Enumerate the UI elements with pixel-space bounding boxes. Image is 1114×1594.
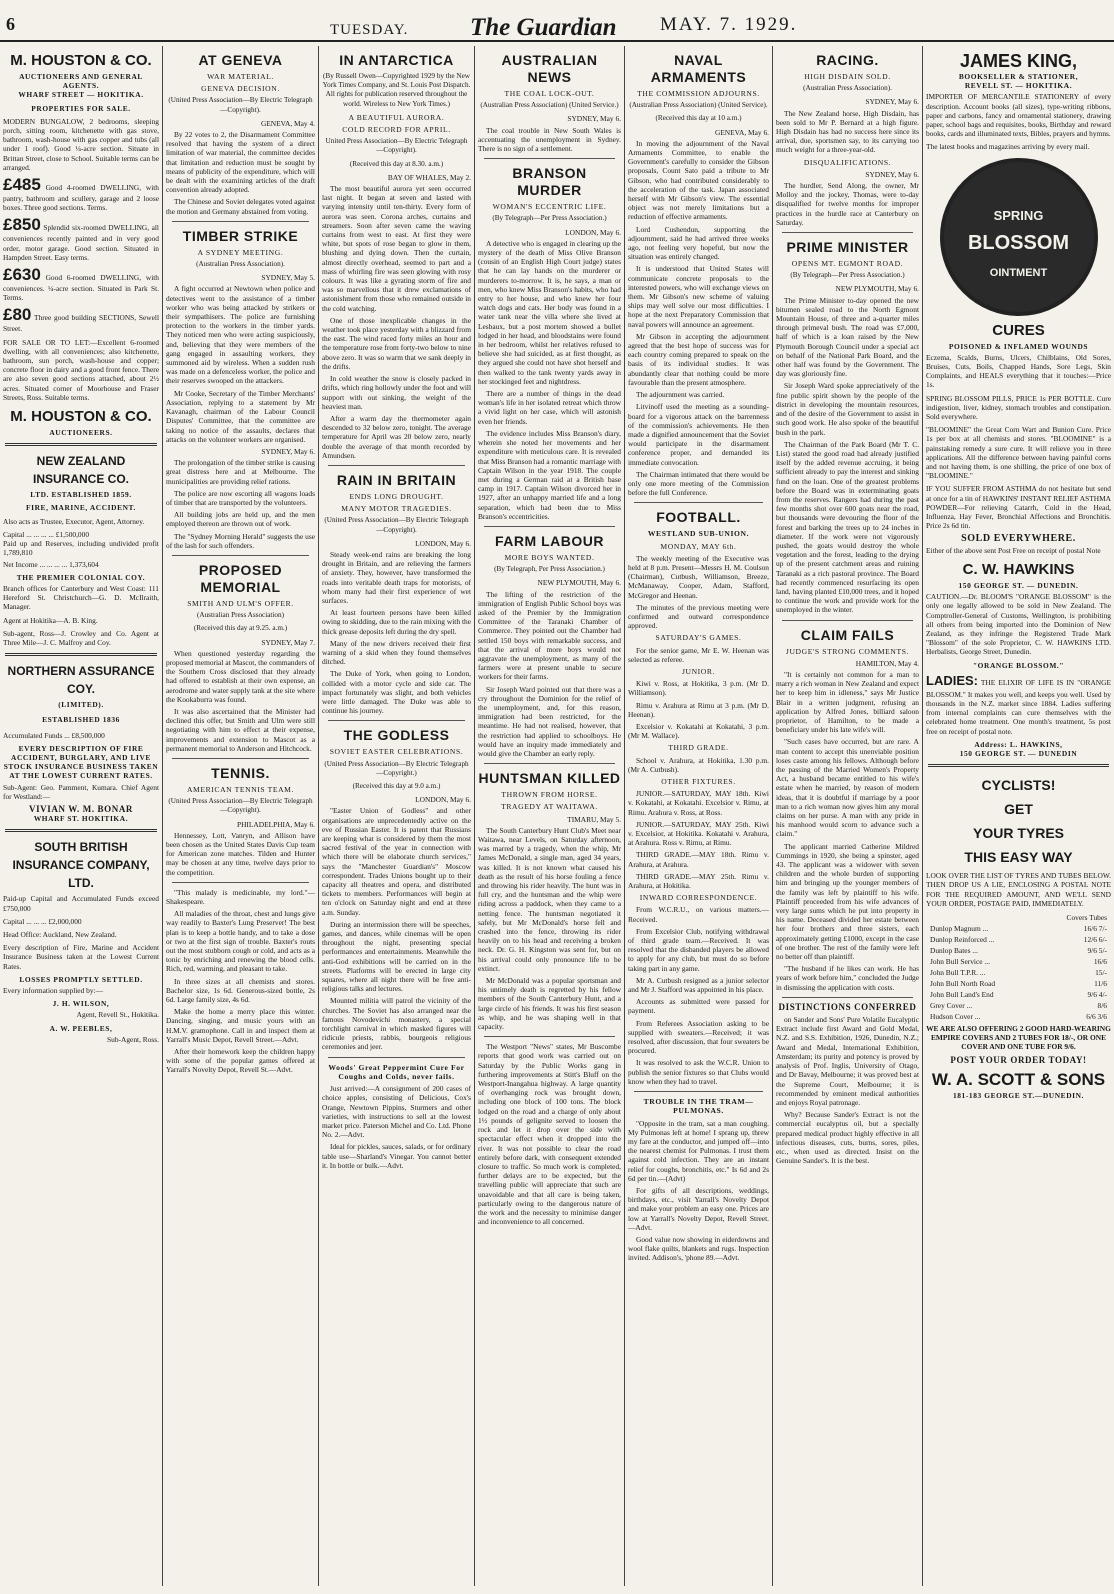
credit-line: (Australian Press Association) (United Service.) — [480, 101, 619, 110]
advert-paragraph: For gifts of all descriptions, weddings, birthdays, etc., visit Yarrall's Novelty Depot and make your problem an easy one. Prices are low at Yarrall's Novelty Depot, Revell Street.—Advt. — [628, 1185, 769, 1232]
divider — [172, 882, 309, 883]
tyre-row — [926, 1000, 1111, 1011]
article-paragraph: When questioned yesterday regarding the proposed memorial at Mascot, the commanders of the Southern Cross disclosed that they already had offered to establish at their own expense, an aerodrome and water supply tank at the site where the Kookaburra was found. — [166, 648, 315, 704]
column-1 — [0, 46, 162, 1586]
advert-heading: Woods' Great Peppermint Cure For Coughs and Colds, never fails. — [328, 1062, 465, 1081]
headline-football: FOOTBALL. — [656, 509, 741, 526]
dateline: NEW PLYMOUTH, May 6. — [835, 284, 919, 294]
dateline: LONDON, May 6. — [415, 795, 471, 805]
northern-agent: Sub-Agent: Geo. Pamment, Kumara. Chief Agent for Westland:— — [3, 782, 159, 801]
divider — [172, 221, 309, 222]
tyre-row — [926, 989, 1111, 1000]
sb-losses: LOSSES PROMPTLY SETTLED. — [19, 974, 143, 984]
article-paragraph: Mr McDonald was a popular sportsman and his untimely death is regretted by his fellow members of the South Canterbury Hunt, and a large circle of his friends. It was his first season as whip, and he was shaping well in that capacity. — [478, 976, 621, 1032]
credit-line: (Australian Press Association). — [803, 84, 892, 93]
tyre-price: 6/6 3/6 — [1086, 1011, 1107, 1021]
divider — [782, 232, 913, 233]
column-5 — [625, 46, 772, 1586]
headline-timber-strike: TIMBER STRIKE — [182, 227, 299, 244]
headline-tennis: TENNIS. — [211, 764, 270, 781]
headline-huntsman-killed: HUNTSMAN KILLED — [478, 770, 621, 787]
divider — [5, 829, 157, 832]
article-paragraph: During an intermission there will be speeches, games, and dances, while cinemas will be open throughout the night, presenting special performances and entertainments. Meanwhile the anti-God exhibitions will be carried on in the streets. Platforms will be erected in large city squares, where all night there will be free anti-religious talks and lectures. — [322, 919, 471, 994]
article-paragraph: The evidence includes Miss Branson's diary, wherein she noted her movements and her expenditure with meticulous care. It is revealed that Miss Branson had a romantic marriage with Captain Wilson in the year 1918. The couple met during a German raid at a British base camp in 1917. Captain Wilson divorced her in 1927, after an unhappy married life and a long separation, which had been due to Miss Branson's eccentricities. — [478, 428, 621, 521]
northern-agent-name: VIVIAN W. M. BONAR — [28, 803, 134, 814]
caution-text: CAUTION.—Dr. BLOOM'S "ORANGE BLOSSOM" is the only one legally allowed to be sold in New Zealand. The Comptroller-General of Customs, Wellington, is prohibiting all others from being imported into the Dominion of New Zealand, as they infringe the Registered Trade Mark "Blossom" of the sole Proprietor, C. W. HAWKINS LTD. Herbalists, George Street, Dunedin. — [926, 592, 1111, 657]
divider — [484, 158, 615, 159]
spring-blossom-seal-icon — [940, 158, 1098, 316]
divider — [484, 1036, 615, 1037]
subhead: A BEAUTIFUL AURORA. — [348, 112, 445, 122]
page-number: 6 — [6, 14, 15, 34]
article-paragraph: The "Sydney Morning Herald" suggests the use of the lash for such offenders. — [166, 531, 315, 550]
subhead: SOVIET EASTER CELEBRATIONS. — [329, 747, 464, 757]
advert-paragraph: on Sander and Sons' Pure Volatile Eucalyptic Extract include first Award and Gold Medal, N.Z. and S.S. Exhibition, 1926, Dunedin, N.Z.; Award and Medal, International Exhibition, Amsterdam; its purity and potency is proved by analysis of Prof. Inglis, University of Otago, and Dr Bavay, Melbourne; it was proved best at the Supreme Court, Melbourne; it is recommended by eminent medical authorities and enjoys Royal patronage. — [776, 1015, 919, 1107]
tyre-price: 16/6 7/- — [1083, 923, 1107, 933]
cures-text: Eczema, Scalds, Burns, Ulcers, Chilblains, Old Sores, Bruises, Cuts, Boils, Chapped Hands, Sore Legs, Skin Complaints, and HEALS everything that it touches:—Price 1s. — [926, 352, 1111, 390]
subhead: WESTLAND SUB-UNION. — [647, 529, 750, 539]
property-price: £485 — [3, 175, 41, 195]
dateline: LONDON, May 6. — [565, 227, 621, 237]
article-paragraph: The coal trouble in New South Wales is accentuating the unemployment in Sydney. There is no sign of a settlement. — [478, 125, 621, 154]
article-paragraph: The New Zealand horse, High Disdain, has been sold to Mr P. Bernard at a high figure. High Disdain has had no success here since its arrival, due, sportsmen say, to its carrying too much weight for a three-year-old. — [776, 108, 919, 155]
column-3 — [319, 46, 474, 1586]
article-paragraph: After a warm day the thermometer again descended to 32 below zero, tonight. The average temperature for April was 20 below zero, nearly double the average of that month recorded by Amundsen. — [322, 413, 471, 460]
article-paragraph: The weekly meeting of the Executive was held at 8 p.m. Present—Messrs H. M. Coulson (Chairman), Cutbush, Williamson, Breeze, McManaway, Cooper, Adam, Stafford, McGregor and Heenan. — [628, 553, 769, 600]
northern-title: NORTHERN ASSURANCE COY. — [7, 664, 155, 697]
column-7 — [923, 46, 1114, 1586]
divider — [928, 764, 1109, 767]
tyre-price: 16/6 — [1093, 956, 1107, 966]
article-paragraph: From Referees Association asking to be supplied with sweaters.—Received; it was resolved, after discussion, that four sweaters be procured. — [628, 1018, 769, 1056]
article-paragraph: One of those inexplicable changes in the weather took place yesterday with a blizzard from the east. The wind raced forty miles an hour and the temperature rose from forty-two below to nine above zero. It was so warm that we sank deeply in the drifts. — [322, 315, 471, 371]
headline-farm-labour: FARM LABOUR — [495, 532, 604, 549]
advert-heading: TROUBLE IN THE TRAM—PULMONAS. — [643, 1097, 754, 1116]
property-listing: £630 Good 6-roomed DWELLING, with conveniences. ¼-acre section. Situated in Park St. Terms. — [3, 265, 159, 303]
property-listing: MODERN BUNGALOW, 2 bedrooms, sleeping porch, sitting room, kitchenette with gas stove, bathroom, wash-house with gas copper and tubs (all under 1 roof). Good ¼-acre section. Situate in Brittan Street, close to School. Suitable terms can be arranged. — [3, 116, 159, 172]
dateline: BAY OF WHALES, May 2. — [387, 172, 471, 182]
article-paragraph: Mr Gibson in accepting the adjournment agreed that the best hope of success was for each country coming prepared to speak on the basis of its individual studies. It was abundantly clear that nothing could be more favourable than the present atmosphere. — [628, 331, 769, 387]
subhead: THE COMMISSION ADJOURNS. — [637, 89, 760, 98]
subhead: DISQUALIFICATIONS. — [803, 157, 892, 167]
credit-line: (Australian Press Association) (United Service). — [629, 101, 768, 110]
advert-paragraph: Make the home a merry place this winter. Dancing, singing, and music yours with an H.M.V. gramophone. Call in and inspect them at Yarrall's Music Depot, Revell Street.—Advt. — [166, 1007, 315, 1044]
credit-line: (By Russell Owen—Copyrighted 1929 by the New York Times Company, and St. Louis Post Dispatch. All rights for publication reserved throughout the world. Wireless to New York Times.) — [322, 72, 471, 108]
headline-at-geneva: AT GENEVA — [198, 52, 283, 68]
article-paragraph: By 22 votes to 2, the Disarmament Committee resolved that having the system of a direct limitation of war material, the committee decides that limitation and reduction must be sought by means of publicity of the expenditure, which will be dealt with the examining articles of the draft convention already adopted. — [166, 130, 315, 195]
dateline: SYDNEY, May 6. — [865, 169, 919, 179]
masthead-day: TUESDAY. — [330, 22, 409, 38]
james-king-address: REVELL ST. — HOKITIKA. — [964, 81, 1073, 91]
divider — [328, 720, 465, 721]
fixture-line: School v. Arahura, at Hokitika, 1.30 p.m. (Mr A. Cutbush). — [628, 755, 769, 774]
subhead: THIRD GRADE. — [668, 743, 729, 753]
tyre-name: Hudson Cover ... — [930, 1011, 981, 1021]
article-paragraph: A fight occurred at Newtown when police and detectives went to the assistance of a timber worker who was being attacked by strikers or their sympathisers. The police are furnishing protection to the workers in the timber yards. They noticed men who were acting suspiciously, and, believing that they were members of the gang engaged in assaulting workers, they summoned aid by wireless. When a sudden rush was made on a defenceless worker, the police and their reserves swooped on the attackers. — [166, 284, 315, 386]
nz-sub-agent: Sub-agent, Ross—J. Crowley and Co. Agent at Three Mile—J. C. Malfroy and Coy. — [3, 628, 159, 647]
masthead-rule — [0, 40, 1114, 42]
nz-insurance-trustee: Also acts as Trustee, Executor, Agent, Attorney. — [3, 516, 145, 526]
divider — [172, 758, 309, 759]
article-paragraph: Lord Cushendun, supporting the adjournment, said he had arrived three weeks ago, not feeling very hopeful, but now the situation was entirely changed. — [628, 224, 769, 262]
credit-line: (By Telegraph, Per Press Association.) — [494, 565, 605, 574]
subhead: THROWN FROM HORSE. — [501, 790, 598, 800]
dateline: SYDNEY, May 7. — [261, 637, 315, 647]
article-paragraph: Mr Cooke, Secretary of the Timber Merchants' Association, replying to a statement by Mr Kavanagh, chairman of the Labour Council Disputes' Committee, that the committee are taking no notice of the assaults, declares that attacks on the volunteer workers are organised. — [166, 388, 315, 444]
article-paragraph: The police are now escorting all wagons loads of timber that are transported by the volunteers. — [166, 488, 315, 507]
dateline: SYDNEY, May 6. — [261, 446, 315, 456]
article-paragraph: For the senior game, Mr E. W. Heenan was selected as referee. — [628, 645, 769, 664]
sold-note: Either of the above sent Post Free on receipt of postal Note — [926, 545, 1101, 555]
advert-paragraph: "Opposite in the tram, sat a man coughing. My Pulmonas left at home! I sprang up, threw my fare at the conductor, and jumped off—into the nearest chemist for Pulmonas. I trust them against cold infection. They are an instant relief for coughs, bronchitis, etc." Is 6d and 2s 6d per tin.—(Advt) — [628, 1118, 769, 1183]
tyre-price: 11/6 — [1094, 978, 1107, 988]
dateline: NEW PLYMOUTH, May 6. — [537, 578, 621, 588]
article-paragraph: "Such cases have occurred, but are rare. A man content to accept this unenviable position loses caste among his fellows. Although before the passing of the Married Women's Property Act, a husband became entitled to his wife's estate when he married, by reason of modern ideas, that it is doubtful if marriage by a poor man to a rich woman now gives him any moral claims on her purse. A man with any pride in his manhood would scorn to advance such a claim." — [776, 737, 919, 839]
divider — [5, 653, 157, 656]
sold-everywhere: SOLD EVERYWHERE. — [961, 533, 1076, 545]
cures-sub: POISONED & INFLAMED WOUNDS — [948, 341, 1089, 351]
tyre-row — [926, 956, 1111, 967]
headline-the-godless: THE GODLESS — [343, 727, 450, 744]
property-listing: FOR SALE OR TO LET:—Excellent 6-roomed dwelling, with all conveniences; also kitchenette, bathroom, sun porch, wash-house and copper; concrete floor in dairy and a good front fence. There are also seven good sections attached, about 2½ acres. Situated corner of Moorhouse and Fraser Streets, Ross. Suitable terms. — [3, 337, 159, 402]
tyre-name: John Bull T.P.R. ... — [930, 967, 986, 977]
sb-capital: Capital ... ... ... £2,000,000 — [3, 916, 82, 926]
fixture-line: Kiwi v. Ross, at Hokitika, 3 p.m. (Mr D. Williamson). — [628, 679, 769, 698]
sb-agent-1: J. H. WILSON, — [52, 999, 110, 1009]
article-paragraph: At least fourteen persons have been killed owing to skidding, due to the rain mixing with the thick grease deposits left during the dry spell. — [322, 608, 471, 636]
tyre-row — [926, 945, 1111, 956]
divider — [328, 465, 465, 466]
james-king-text: IMPORTER OF MERCANTILE STATIONERY of every description. Account books (all sizes), type-writing ribbons, paper and carbons, fancy and ornamental stationery, drawing paper, school bags and requisites, books, Birthday and reward books, cards and illuminated texts, Bibles, prayers and hymns. — [926, 92, 1111, 139]
advert-paragraph: Good value now showing in eiderdowns and wool flake quilts, blankets and rugs. Inspection invited. Addison's, 'phone 89.—Advt. — [628, 1234, 769, 1263]
subhead: INWARD CORRESPONDENCE. — [639, 893, 758, 903]
dateline: HAMILTON, May 4. — [855, 658, 919, 668]
subhead: AMERICAN TENNIS TEAM. — [186, 784, 295, 794]
credit-line: (Australian Press Association) — [196, 611, 285, 620]
tyre-row — [926, 934, 1111, 945]
headline-branson-murder: BRANSON MURDER — [512, 165, 587, 199]
article-paragraph: Mr A. Cutbush resigned as a junior selector and Mr J. Stafford was appointed in his place. — [628, 975, 769, 995]
article-paragraph: From W.C.R.U., on various matters.—Received. — [628, 905, 769, 924]
article-paragraph: "It is certainly not common for a man to marry a rich woman in New Zealand and expect her to keep him in idleness," says Mr Justice Blair in a written judgment, refusing an application by Alfred Jones, billiard saloon proprietor, of Hamilton, to be made a beneficiary under his late wife's will. — [776, 669, 919, 735]
sb-info: Every information supplied by:— — [3, 985, 103, 995]
dateline: LONDON, May 6. — [415, 538, 471, 548]
tyre-row — [926, 1011, 1111, 1022]
headline-naval-armaments: NAVAL ARMAMENTS — [650, 52, 747, 85]
tyre-name: Dunlop Bates ... — [930, 945, 978, 955]
article-paragraph: The hurdler, Send Along, the owner, Mr Molloy and the jockey, Thomas, were to-day disqualified for twelve months for improper practices in the hurdle race at Canterbury on Saturday. — [776, 181, 919, 227]
advert-paragraph: After their homework keep the children happy with some of the popular games offered at Yarrall's Novelty Depot, Revell St.—Advt. — [166, 1047, 315, 1075]
nz-agent: Agent at Hokitika—A. B. King. — [3, 615, 98, 625]
divider — [484, 526, 615, 527]
hawkins-address: 150 GEORGE ST. — DUNEDIN. — [958, 580, 1079, 590]
cyclists-heading: CYCLISTS! — [981, 777, 1056, 794]
credit-line: (By Telegraph—Per Press Association.) — [492, 214, 607, 223]
sb-office: Head Office: Auckland, New Zealand. — [3, 929, 117, 939]
article-paragraph: It was also ascertained that the Minister had declined this offer, but Smith and Ulm were still negotiating with him to effect at their expense, improvements and extension to Mascot as a permanent memorial to Anderson and Hitchcock. — [166, 706, 315, 753]
property-price: £630 — [3, 265, 41, 285]
dateline: GENEVA, May 4. — [260, 118, 315, 128]
tyre-name: Dunlop Magnum ... — [930, 923, 989, 933]
headline-australian-news: AUSTRALIAN NEWS — [501, 52, 598, 85]
houston-title: M. HOUSTON & CO. — [10, 52, 152, 69]
divider — [172, 555, 309, 556]
article-paragraph: Sir Joseph Ward spoke appreciatively of the fine public spirit shown by the people of the district in developing the mountain resources, and of the desire of the Government to assist in such good work. He also spoke of the beautiful bush in the park. — [776, 381, 919, 437]
dateline: GENEVA, May 6. — [714, 127, 769, 137]
headline-claim-fails: CLAIM FAILS — [800, 626, 895, 643]
article-paragraph: The applicant married Catherine Mildred Cummings in 1920, she being a spinster, aged 43. The applicant was a widower with seven children and the whole burden of supporting him and bringing up the younger members of the family was left by plaintiff to his wife. Plaintiff proceeded from his wife advances of very large sums which he put into property in his name. Deceased divided her estate between her four brothers and three sisters, each approximately getting £1000, except in the case of one brother. The rest of the family were left no better off than plaintiff. — [776, 841, 919, 962]
fixture-line: JUNIOR.—SATURDAY, MAY 25th. Kiwi v. Excelsior, at Hokitika. Kokatahi v. Arahura, at Arahura. Ross v. Rimu, at Rimu. — [628, 819, 769, 848]
article-paragraph: Litvinoff used the meeting as a sounding-board for a vigorous attack on the barrenness of the commission's achievements. He then made a dignified announcement that the Soviet would participate in the disarmament conference proper, and demanded its immediate convocation. — [628, 402, 769, 467]
article-paragraph: It was resolved to ask the W.C.R. Union to publish the senior fixtures so that Clubs would know when they had to travel. — [628, 1058, 769, 1086]
article-paragraph: The prolongation of the timber strike is causing great distress here and at Melbourne. The municipalities are providing relief rations. — [166, 458, 315, 486]
tyre-price: 8/6 — [1097, 1000, 1107, 1010]
credit-line: (United Press Association—By Electric Telegraph—Copyright). — [324, 516, 469, 534]
subhead: THE COAL LOCK-OUT. — [504, 89, 595, 98]
tyre-name: Grey Cover ... — [930, 1000, 973, 1010]
article-paragraph: The minutes of the previous meeting were confirmed and outward correspondence approved. — [628, 602, 769, 631]
article-paragraph: "Easter Union of Godless" and other organisations are unprecedentedly active on the eve of Russian Easter. It is patent that Russians are keeping what is considered by them the most sacred festival of the year in connection with which there will be elaborate church services," says the "Manchester Guardian's" Moscow correspondent. Trades Unions bought up to their capacity all theatres and opera, and distributed tickets to members. Performances will begin at ten o'clock on Saturday night and end at three a.m. Sunday. — [322, 806, 471, 917]
article-paragraph: The Chairman of the Park Board (Mr T. C. List) stated the good road had already justified itself by the added revenue accruing, it being sufficient already to pay the interest and sinking fund on the loan. One of the greatest problems before the Board was in exterminating goats from the reserves. Rangers had during the past few months shot over 600 goats near the road, but thousands were devouring the floor of the forest and barking the trees up to 24 inches in diameter. If the work were not vigorously pushed, the goats would destroy the whole vegetation and the forest, leading to the drying up of the present catchment areas and ruining Taranaki as a rich pastoral province. The Board had recently commenced resurfacing its open land, having planted £10,000 trees, and it hoped to continue the work and provide work for the unemployed in the winter. — [776, 439, 919, 615]
post-order: POST YOUR ORDER TODAY! — [950, 1054, 1087, 1065]
tyre-price: 12/6 6/- — [1083, 934, 1107, 944]
sb-paid: Paid-up Capital and Accumulated Funds exceed £750,000 — [3, 894, 159, 913]
seal-top: SPRING — [993, 207, 1044, 223]
property-price: £80 — [3, 305, 32, 325]
asthma-text: IF YOU SUFFER FROM ASTHMA do not hesitate but send at once for a tin of HAWKINS' INSTANT RELIEF ASTHMA POWDER—For relieving Catarrh, Cold in the Head, Influenza, Hay Fever, Bronchial Affections and Bronchitis. Price 2s 6d tin. — [926, 484, 1111, 531]
credit-line: (Received this day at 10 a.m.) — [655, 114, 742, 123]
divider — [328, 1057, 465, 1058]
article-paragraph: From Excelsior Club, notifying withdrawal of third grade team.—Received. It was resolved that the disbanded players be allowed to apply for any club, but must do so before taking part in any game. — [628, 926, 769, 973]
divider — [782, 997, 913, 998]
fixture-line: THIRD GRADE.—MAY 18th. Rimu v. Arahura, at Arahura. — [628, 850, 769, 869]
cures-title: CURES — [992, 321, 1045, 339]
dateline: SYDNEY, May 5. — [261, 273, 315, 283]
credit-line: (Received this day at 8.30. a.m.) — [349, 159, 444, 168]
cyclists-tyres: YOUR TYRES — [972, 825, 1064, 842]
seal-bottom: OINTMENT — [989, 266, 1048, 279]
column-6 — [773, 46, 922, 1586]
fixture-line: Excelsior v. Kokatahi at Kokatahi, 3 p.m. (Mr M. Wallace). — [628, 721, 769, 741]
dateline: PHILADELPHIA, May 6. — [236, 819, 315, 829]
article-paragraph: In cold weather the snow is closely packed in drifts, which ring hollowly under the foot and will support with out sinking, the weight of the heaviest man. — [322, 374, 471, 411]
dateline: SYDNEY, May 6. — [567, 114, 621, 124]
advert-paragraph: In three sizes at all chemists and stores. Bachelor size, 1s 6d. Generous-sized bottle, 2s 6d. Large family size, 4s 6d. — [166, 976, 315, 1005]
article-paragraph: The lifting of the restriction of the immigration of English Public School boys was asked of the Premier by the Immigration Committee of the Taranaki Chamber of Commerce. They pointed out the Chamber had settled 150 boys with remarkable success, and that the arrival of more boys would not aggravate the unemployment, as many of the farmers were at present unable to secure workers for their farms. — [478, 589, 621, 682]
subhead: MONDAY, MAY 6th. — [660, 541, 737, 551]
nz-insurance-sub: LTD. ESTABLISHED 1859. — [30, 490, 132, 500]
subhead: OPENS MT. EGMONT ROAD. — [791, 259, 904, 269]
article-paragraph: Sir Joseph Ward pointed out that there was a cry throughout the Dominion for the relief of the unemployment, and, for this reason, immigration had been restricted, for the meantime. He had not realised, however, that the restriction had applied to schoolboys. He would have an inquiry made immediately and would give the Chamber an early reply. — [478, 684, 621, 758]
property-listing: £485 Good 4-roomed DWELLING, with pantry, bathroom and scullery, garage and 2 loose boxes. Three good sections. Terms. — [3, 175, 159, 213]
article-paragraph: It is understood that United States will communicate concrete proposals to the interested powers, who will exchange views on them. Mr Gibson's new scheme of valuing ships may well solve our most difficulties. I hope at the next Preparatory Commission that naval powers will announce an agreement. — [628, 264, 769, 329]
masthead-date: MAY. 7. 1929. — [660, 14, 798, 35]
northern-funds: Accumulated Funds ... £8,500,000 — [3, 730, 105, 740]
article-paragraph: Hennessey, Lott, Vanryn, and Allison have been chosen as the United States Davis Cup team for American zone matches. Tilden and Hunter may be chosen at any time, twelve days prior to the competition. — [166, 830, 315, 877]
subhead: OTHER FIXTURES. — [661, 777, 736, 786]
advert-paragraph: Ideal for pickles, sauces, salads, or for ordinary table use—Sharland's Vinegar. You cannot better it. In bottle or bulk.—Advt. — [322, 1142, 471, 1170]
sb-desc: Every description of Fire, Marine and Accident Insurance Business taken at the Lowest Current Rates. — [3, 943, 159, 971]
houston-address: WHARF STREET — HOKITIKA. — [18, 90, 144, 100]
credit-line: (United Press Association—By Electric Telegraph—Copyright.) — [324, 759, 469, 777]
ladies-ad: LADIES: THE ELIXIR OF LIFE IS IN "ORANGE BLOSSOM." It makes you well, and keeps you well. Used by thousands in the N.Z. market since 1884. Ladies suffering from internal complaints can cure themselves with the celebrated home treatment. One month's treatment, 5s post free on receipt of postal note. — [926, 672, 1111, 736]
hawkins-title: C. W. HAWKINS — [962, 560, 1075, 578]
bloomine-text: "BLOOMINE" the Great Corn Wart and Bunion Cure. Price 1s per box at all chemists and stores. "BLOOMINE" is a painstaking remedy a sure cure. It will relieve you in three applications. All the difference between having painful corns and not having them, is one shilling, the price of one box of "BLOOMINE." — [926, 425, 1111, 481]
sb-agent-1-addr: Agent, Revell St., Hokitika. — [76, 1010, 159, 1020]
subhead: JUDGE'S STRONG COMMENTS. — [785, 646, 910, 656]
article-paragraph: The Duke of York, when going to London, collided with a motor cycle and side car. The impact fortunately was slight, and both vehicles were little damaged. The Duke was able to continue his journey. — [322, 669, 471, 716]
nz-insurance-lines: FIRE, MARINE, ACCIDENT. — [26, 503, 136, 513]
credit-line: (Received this day at 9.25. a.m.) — [193, 624, 288, 633]
divider — [634, 1091, 763, 1092]
credit-line: (By Telegraph—Per Press Association.) — [790, 271, 905, 280]
dateline: TIMARU, May 5. — [567, 814, 621, 824]
divider — [634, 502, 763, 503]
column-2 — [163, 46, 318, 1586]
article-paragraph: The South Canterbury Hunt Club's Meet near Waitawa, near Levels, on Saturday afternoon, was marred by a tragedy, when the whip, Mr James McDonald, a single man, aged 34 years, was killed. It is not known what caused his death as the result of his horse fouling a fence and throwing his rider heavily. The hunt was in full cry, and the huntsman and the whip were riding across a paddock, when they came to a netting fence. The huntsman negotiated it safely, but Mr McDonald's horse fell and crashed into the fence, throwing its rider heavily on to his head and receiving a broken neck. Dr. G. H. Kingston was sent for, but on his arrival could only pronounce life to be extinct. — [478, 825, 621, 973]
article-paragraph: The most beautiful aurora yet seen occurred last night. It began at seven and lasted with varying intensity until ten-thirty. Every form of aurora was seen. Corona arches, curtains and streamers. Soon after seven came the waving curtains from west to east. At first they were white, but spots of rose began to glow in them, blushing and dying down. Then the curtain, almost directly overhead, seemed to part and a mass of whirling fire was seen glowing with rosy colours. It was like a gyrating storm of fire and was so marvellous that it drew exclamations of astonishment from those who remained outside in the cold watching. — [322, 184, 471, 313]
article-paragraph: In moving the adjournment of the Naval Armaments Committee, to enable the Government's carefully to consider the Gibson proposals, Count Sato paid a tribute to Mr Gibson, who had contributed considerably to the acceleration of the task. Japan associated herself with Mr Gibson's view. The essential object was not merely limitations but a reduction of effective armaments. — [628, 138, 769, 222]
northern-est: ESTABLISHED 1836 — [42, 715, 120, 725]
paper-title: The Guardian — [470, 14, 617, 41]
cyclists-easy: THIS EASY WAY — [964, 849, 1073, 866]
advert-paragraph: Why? Because Sander's Extract is not the commercial eucalyptus oil, but a specially prepared medical product highly effective in all infectious diseases, cuts, burns, sores, piles, etc., when used as directed. Insist on the Genuine Sander's. It is the best. — [776, 1110, 919, 1166]
headline-racing: RACING. — [816, 52, 879, 68]
tyre-offer: WE ARE ALSO OFFERING 2 GOOD HARD-WEARING EMPIRE COVERS AND 2 TUBES FOR 18/-, OR ONE COVER AND ONE TUBE FOR 9/6. — [926, 1023, 1111, 1052]
advert-paragraph: "This malady is medicinable, my lord."—Shakespeare. — [166, 887, 315, 907]
credit-line: (Received this day at 9.0 a.m.) — [352, 782, 441, 790]
subhead: A SYDNEY MEETING. — [197, 247, 284, 257]
tyre-price: 15/- — [1095, 967, 1107, 977]
headline-proposed-memorial: PROPOSED MEMORIAL — [198, 561, 283, 595]
tyre-row — [926, 967, 1111, 978]
james-king-title: JAMES KING, — [959, 51, 1078, 71]
properties-heading: PROPERTIES FOR SALE. — [31, 103, 131, 113]
nz-branch: Branch offices for Canterbury and West Coast: 111 Hereford St. Christchurch—G. D. McIlraith, Manager. — [3, 583, 159, 612]
ladies-label: LADIES: — [926, 672, 978, 688]
cyclists-get: GET — [1004, 801, 1033, 818]
property-listing: £850 Splendid six-roomed DWELLING, all conveniences recently painted and in very good order, motor garage. Good section. Situated in Hampden Street. Easy terms. — [3, 215, 159, 262]
tyre-name: John Bull North Road — [930, 978, 996, 988]
article-paragraph: All building jobs are held up, and the men employed thereon are thrown out of work. — [166, 510, 315, 529]
advert-heading: DISTINCTIONS CONFERRED — [778, 1001, 917, 1012]
nz-net: Net Income ... ... ... ... 1,373,604 — [3, 559, 99, 569]
article-paragraph: The adjournment was carried. — [636, 390, 725, 400]
divider — [782, 620, 913, 621]
article-paragraph: There are a number of things in the dead woman's life in her isolated retreat which throw a vivid light on her case, which will astonish even her friends. — [478, 389, 621, 426]
tyre-name: John Bull Land's End — [930, 989, 994, 999]
south-british-title: SOUTH BRITISH INSURANCE COMPANY, LTD. — [12, 840, 150, 891]
fixture-line: THIRD GRADE.—MAY 25th. Rimu v. Arahura, at Hokitika. — [628, 871, 769, 891]
james-king-latest: The latest books and magazines arriving by every mail. — [926, 142, 1090, 152]
article-paragraph: The Chinese and Soviet delegates voted against the motion and Germany abstained from voting. — [166, 197, 315, 216]
article-paragraph: "The husband if he likes can work. He has years of work before him," concluded the Judge in dismissing the application with costs. — [776, 964, 919, 992]
scott-address: 181-183 GEORGE ST.—DUNEDIN. — [952, 1090, 1085, 1100]
cyclists-text: LOOK OVER THE LIST OF TYRES AND TUBES BELOW. THEN DROP US A LIE, ENCLOSING A POSTAL NOTE FOR THE REQUIRED AMOUNT, AND WE'LL SEND YOUR ORDER, POSTAGE PAID, IMMEDIATELY. — [926, 871, 1111, 908]
subhead: HIGH DISDAIN SOLD. — [804, 72, 891, 81]
subhead: MORE BOYS WANTED. — [504, 552, 595, 562]
orange-blossom-label: "ORANGE BLOSSOM." — [972, 660, 1065, 670]
tyre-row — [926, 978, 1111, 989]
tyre-name: Dunlop Reinforced ... — [930, 934, 995, 944]
subhead: SMITH AND ULM'S OFFER. — [187, 598, 294, 608]
subhead: WAR MATERIAL. — [207, 72, 274, 81]
headline-rain-in-britain: RAIN IN BRITAIN — [336, 471, 457, 488]
divider — [484, 763, 615, 764]
article-paragraph: Many of the new drivers received their first warning of a skid when they found themselves ditched. — [322, 638, 471, 667]
northern-sub: (LIMITED). — [58, 700, 104, 710]
james-king-sub: BOOKSELLER & STATIONER, — [958, 72, 1079, 81]
tyre-price-list — [926, 923, 1111, 1022]
article-paragraph: Steady week-end rains are breaking the long drought in Britain, and are relieving the farmers of anxiety. They, however, have transformed the roads into veritable death traps for motorists, of whom many had their first experience of wet surfaces. — [322, 549, 471, 605]
pills-text: SPRING BLOSSOM PILLS, PRICE 1s PER BOTTLE. Cure indigestion, liver, kidney, stomach troubles and constipation. Sold everywhere. — [926, 393, 1111, 422]
address-line: Address: L. HAWKINS, — [974, 739, 1063, 749]
tyre-price: 9/6 5/- — [1087, 945, 1107, 955]
credit-line: United Press Association—By Electric Telegraph—Copyright). — [325, 137, 468, 155]
seal-mid: BLOSSOM — [967, 231, 1070, 254]
article-paragraph: The Chairman intimated that there would be only one more meeting of the Commission before the full Conference. — [628, 469, 769, 498]
subhead: GENEVA DECISION. — [201, 84, 280, 94]
subhead: COLD RECORD FOR APRIL. — [342, 125, 451, 135]
article-paragraph: A detective who is engaged in clearing up the mystery of the death of Miss Olive Branson (cousin of an English High Court judge) states that he can lay hands on the murderer or murderers to-morrow. It is, he says, a man or men, who knew Miss Branson's habits, who had entry to her house, and who knew her four watch dogs and cats. Her body was found in a water tank near the villa where she lived at Lesbaux, but a post mortem showed a bullet lodged in her head, and bloodstains were found in her bedroom, whilst her relatives refused to believe she had suicided, as at first thought, as they argued she could not have shot herself and then walked to the tank twenty yards away in her stockinged feet and nightdress. — [478, 238, 621, 386]
nz-insurance-title: NEW ZEALAND INSURANCE CO. — [32, 454, 129, 487]
houston-sub-2: AUCTIONEERS. — [49, 428, 113, 438]
address-line: 150 GEORGE ST. — DUNEDIN — [959, 748, 1078, 758]
credit-line: (United Press Association—By Electric Telegraph—Copyright). — [168, 96, 313, 114]
nz-capital: Capital ... ... ... ... £1,500,000 — [3, 529, 90, 539]
subhead: TRAGEDY AT WAITAWA. — [501, 802, 598, 812]
subhead: JUNIOR. — [681, 666, 716, 676]
column-4 — [475, 46, 624, 1586]
subhead: SATURDAY'S GAMES. — [655, 633, 742, 643]
credit-line: (United Press Association—By Electric Telegraph—Copyright). — [168, 797, 313, 815]
dateline: SYDNEY, May 6. — [865, 97, 919, 107]
tyre-name: John Bull Service ... — [930, 956, 990, 966]
article-paragraph: The Prime Minister to-day opened the new bitumen sealed road to the North Egmont Mountain House, of three and a-quarter miles through primeval bush. The road was £7,000, half of which is a loan raised by the New Plymouth Borough Council under a special act on behalf of the National Park Board, and the other half was found by the Government. The day was gloriously fine. — [776, 295, 919, 379]
credit-line: (Australian Press Association). — [196, 260, 285, 269]
fixture-line: JUNIOR.—SATURDAY, MAY 18th. Kiwi v. Kokatahi, at Kokatahi. Excelsior v. Rimu, at Rimu. Arahura v. Ross, at Ross. — [628, 789, 769, 817]
sb-agent-2: A. W. PEEBLES, — [49, 1023, 113, 1033]
nz-colonial: THE PREMIER COLONIAL COY. — [16, 572, 146, 582]
headline-prime-minister: PRIME MINISTER — [786, 239, 909, 256]
subhead: WOMAN'S ECCENTRIC LIFE. — [492, 202, 607, 212]
tyre-row — [926, 923, 1111, 934]
houston-sub: AUCTIONEERS AND GENERAL AGENTS. — [19, 72, 143, 91]
divider — [5, 443, 157, 446]
tyre-price: 9/6 4/- — [1087, 989, 1107, 999]
article-paragraph: The Westport "News" states, Mr Buscombe reports that good work was carried out on Saturday by the Public Works gang in furthering improvements at Stitt's Bluff on the Westport-Inangahua highway. A large quantity of overhanging rock was brought down, including one block of 100 tons. The block lodged on the road and a charge of only about 1½ pounds of gelignite served to loosen the rock and let it drop over the side with spectacular effect when it dropped into the river. It was not possible to clear the road entirely before dark, with consequent extended closure to traffic. So much work is completed, further delays are to be expected, but the travelling public will appreciate that such are unavoidable and that all care is being taken, particularly owing to the dangerous nature of the work and the necessity to minimise danger and inconvenience to all concerned. — [478, 1042, 621, 1227]
scott-title: W. A. SCOTT & SONS — [931, 1069, 1106, 1089]
masthead — [0, 0, 1114, 44]
property-price: £850 — [3, 215, 41, 235]
sb-agent-2-addr: Sub-Agent, Ross. — [107, 1034, 159, 1044]
advert-paragraph: Just arrived:—A consignment of 200 cases of choice apples, consisting of Delicious, Cox's Orange, Newtown Pippins, Sturmers and other varieties, with instructions to sell at the lowest market price. Paterson Michel and Co. Ltd. Phone No. 2.—Advt. — [322, 1084, 471, 1140]
subhead: MANY MOTOR TRAGEDIES. — [341, 504, 452, 514]
northern-desc: EVERY DESCRIPTION OF FIRE ACCIDENT, BURGLARY, AND LIVE STOCK INSURANCE BUSINESS TAKEN AT THE LOWEST CURRENT RATES. — [3, 743, 159, 781]
advert-paragraph: All maladies of the throat, chest and lungs give way readily to Baxter's Lung Preserver! The best plan is to keep a bottle handy, and to take a dose or two at the first sign of trouble. Baxter's routs out the most stubborn cough or cold, and acts as a tonic by enriching and renewing the blood cells. Rich, red, warming, and pleasant to take. — [166, 909, 315, 974]
article-paragraph: Mounted militia will patrol the vicinity of the churches. The Soviet has also arranged near the famous Novodevichi monastery, a special torchlight carnival in which masked figures will ridicule priests, rabbis, bourgeois religious ceremonies and jeer. — [322, 996, 471, 1052]
subhead: ENDS LONG DROUGHT. — [349, 491, 444, 501]
headline-in-antarctica: IN ANTARCTICA — [339, 52, 454, 68]
northern-address: WHARF ST. HOKITIKA. — [33, 814, 129, 824]
houston-title-2: M. HOUSTON & CO. — [10, 408, 152, 426]
article-paragraph: Accounts as submitted were passed for payment. — [628, 997, 769, 1016]
property-listing: £80 Three good building SECTIONS, Sewell Street. — [3, 305, 159, 334]
nz-paid: Paid up and Reserves, including undivided profit 1,789,810 — [3, 539, 159, 558]
tyre-table-header: Covers Tubes — [1066, 912, 1107, 922]
fixture-line: Rimu v. Arahura at Rimu at 3 p.m. (Mr D. Heenan). — [628, 700, 769, 719]
